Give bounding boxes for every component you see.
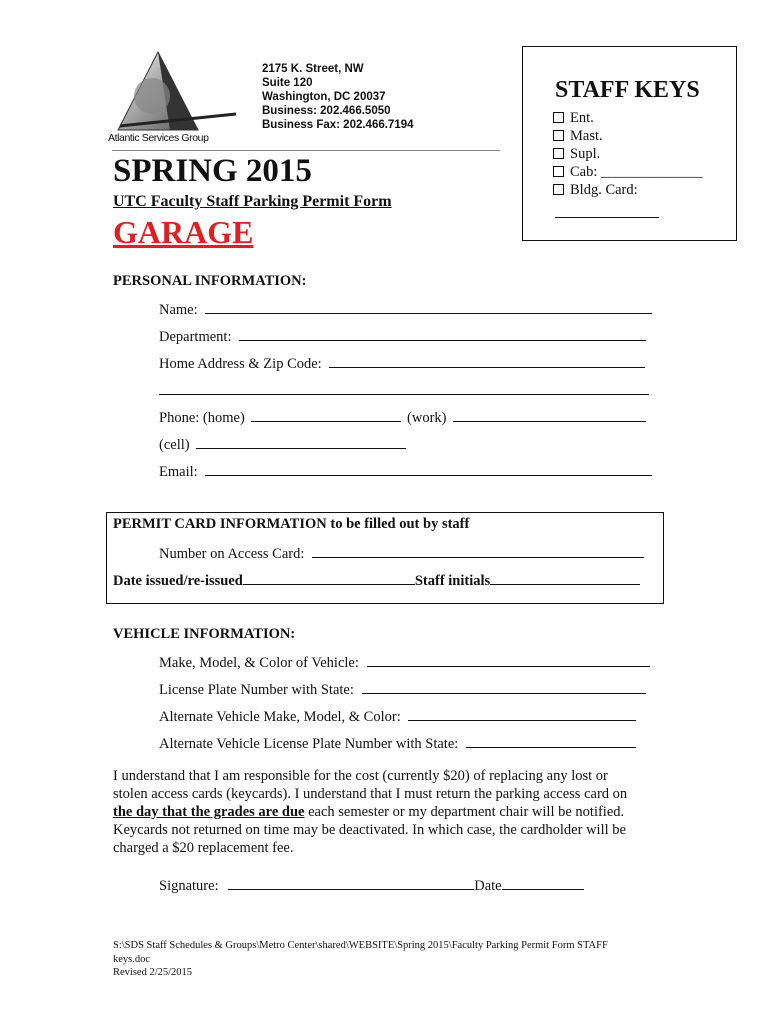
agreement-line-5: charged a $20 replacement fee. xyxy=(113,840,294,856)
agreement-line-3 xyxy=(113,803,627,821)
footer xyxy=(113,939,608,980)
department-field[interactable] xyxy=(239,326,646,341)
bldg-card-line[interactable] xyxy=(555,203,659,218)
cell-row xyxy=(159,434,406,454)
key-bldg-card-label: Bldg. Card: xyxy=(570,182,638,198)
alt-vehicle-make-row xyxy=(159,706,636,726)
checkbox-icon xyxy=(553,112,564,123)
vehicle-info-heading: VEHICLE INFORMATION: xyxy=(113,626,296,642)
date-issued-label: Date issued/re-issued xyxy=(113,573,243,589)
vehicle-make-label: Make, Model, & Color of Vehicle: xyxy=(159,655,359,671)
address-city: Washington, DC 20037 xyxy=(262,91,386,103)
header-divider xyxy=(112,150,500,151)
term-title: SPRING 2015 xyxy=(113,153,312,189)
staff-initials-label: Staff initials xyxy=(414,573,491,589)
vehicle-plate-label: License Plate Number with State: xyxy=(159,682,354,698)
personal-info-heading: PERSONAL INFORMATION: xyxy=(113,273,307,289)
issued-row xyxy=(113,570,640,590)
department-label: Department: xyxy=(159,329,232,345)
logo-name: Atlantic Services Group xyxy=(108,132,209,144)
alt-vehicle-plate-row xyxy=(159,733,636,753)
agreement-line-1: I understand that I am responsible for the cost (currently $20) of replacing any lost or xyxy=(113,768,608,784)
address-row-2 xyxy=(159,380,649,400)
access-card-label: Number on Access Card: xyxy=(159,546,305,562)
grades-due-emphasis: the day that the grades are due xyxy=(113,804,305,820)
date-issued-field[interactable] xyxy=(243,570,415,585)
signature-field[interactable] xyxy=(228,875,474,890)
revised-date: Revised 2/25/2015 xyxy=(113,967,193,978)
key-cab-checkbox[interactable] xyxy=(553,163,703,181)
vehicle-plate-row xyxy=(159,679,646,699)
staff-keys-box xyxy=(522,46,737,241)
name-field[interactable] xyxy=(205,299,652,314)
file-name: keys.doc xyxy=(113,953,151,965)
vehicle-plate-field[interactable] xyxy=(362,679,646,694)
address-street: 2175 K. Street, NW xyxy=(262,63,364,75)
key-cab-label: Cab: ______________ xyxy=(570,164,703,180)
access-card-field[interactable] xyxy=(312,543,644,558)
date-label: Date xyxy=(474,878,502,894)
cell-field[interactable] xyxy=(196,434,406,449)
form-subtitle: UTC Faculty Staff Parking Permit Form xyxy=(113,193,392,210)
key-mast-label: Mast. xyxy=(570,128,603,144)
company-logo xyxy=(108,50,238,148)
agreement-line-3-rest: each semester or my department chair will be notified. xyxy=(304,804,625,820)
agreement-line-2: stolen access cards (keycards). I understand that I must return the parking access card on xyxy=(113,786,628,802)
email-label: Email: xyxy=(159,464,198,480)
phone-home-label: Phone: (home) xyxy=(159,410,245,426)
staff-initials-field[interactable] xyxy=(490,570,640,585)
alt-vehicle-plate-field[interactable] xyxy=(466,733,636,748)
address-fax: Business Fax: 202.466.7194 xyxy=(262,119,414,131)
key-mast-checkbox[interactable] xyxy=(553,127,703,145)
company-address xyxy=(262,62,414,132)
name-label: Name: xyxy=(159,302,198,318)
signature-row xyxy=(159,875,584,895)
key-bldg-card-checkbox[interactable] xyxy=(553,181,703,199)
phone-work-label: (work) xyxy=(407,410,447,426)
alt-vehicle-make-label: Alternate Vehicle Make, Model, & Color: xyxy=(159,709,401,725)
date-field[interactable] xyxy=(502,875,584,890)
file-path: S:\SDS Staff Schedules & Groups\Metro Center\shared\WEBSITE\Spring 2015\Faculty Parking Permit Form STAFF xyxy=(113,940,608,951)
checkbox-icon xyxy=(553,184,564,195)
vehicle-make-field[interactable] xyxy=(367,652,650,667)
address-suite: Suite 120 xyxy=(262,77,313,89)
home-address-label: Home Address & Zip Code: xyxy=(159,356,322,372)
checkbox-icon xyxy=(553,166,564,177)
signature-label: Signature: xyxy=(159,878,219,894)
phone-home-field[interactable] xyxy=(251,407,401,422)
home-address-field-2[interactable] xyxy=(159,380,649,395)
access-card-row xyxy=(159,543,644,563)
cell-label: (cell) xyxy=(159,437,190,453)
agreement-line-4: Keycards not returned on time may be deactivated. In which case, the cardholder will be xyxy=(113,822,626,838)
email-field[interactable] xyxy=(205,461,652,476)
home-address-field[interactable] xyxy=(329,353,645,368)
vehicle-make-row xyxy=(159,652,650,672)
address-business-phone: Business: 202.466.5050 xyxy=(262,105,391,117)
phone-row xyxy=(159,407,646,427)
staff-keys-title: STAFF KEYS xyxy=(555,77,700,103)
name-row xyxy=(159,299,652,319)
department-row xyxy=(159,326,646,346)
alt-vehicle-make-field[interactable] xyxy=(408,706,636,721)
checkbox-icon xyxy=(553,130,564,141)
email-row xyxy=(159,461,652,481)
key-ent-label: Ent. xyxy=(570,110,594,126)
key-supl-checkbox[interactable] xyxy=(553,145,703,163)
permit-card-heading: PERMIT CARD INFORMATION to be filled out by staff xyxy=(113,516,470,532)
alt-vehicle-plate-label: Alternate Vehicle License Plate Number with State: xyxy=(159,736,459,752)
address-row xyxy=(159,353,645,373)
location-title: GARAGE xyxy=(113,214,254,250)
key-ent-checkbox[interactable] xyxy=(553,109,703,127)
phone-work-field[interactable] xyxy=(453,407,646,422)
key-supl-label: Supl. xyxy=(570,146,601,162)
agreement-paragraph xyxy=(113,767,627,857)
checkbox-icon xyxy=(553,148,564,159)
